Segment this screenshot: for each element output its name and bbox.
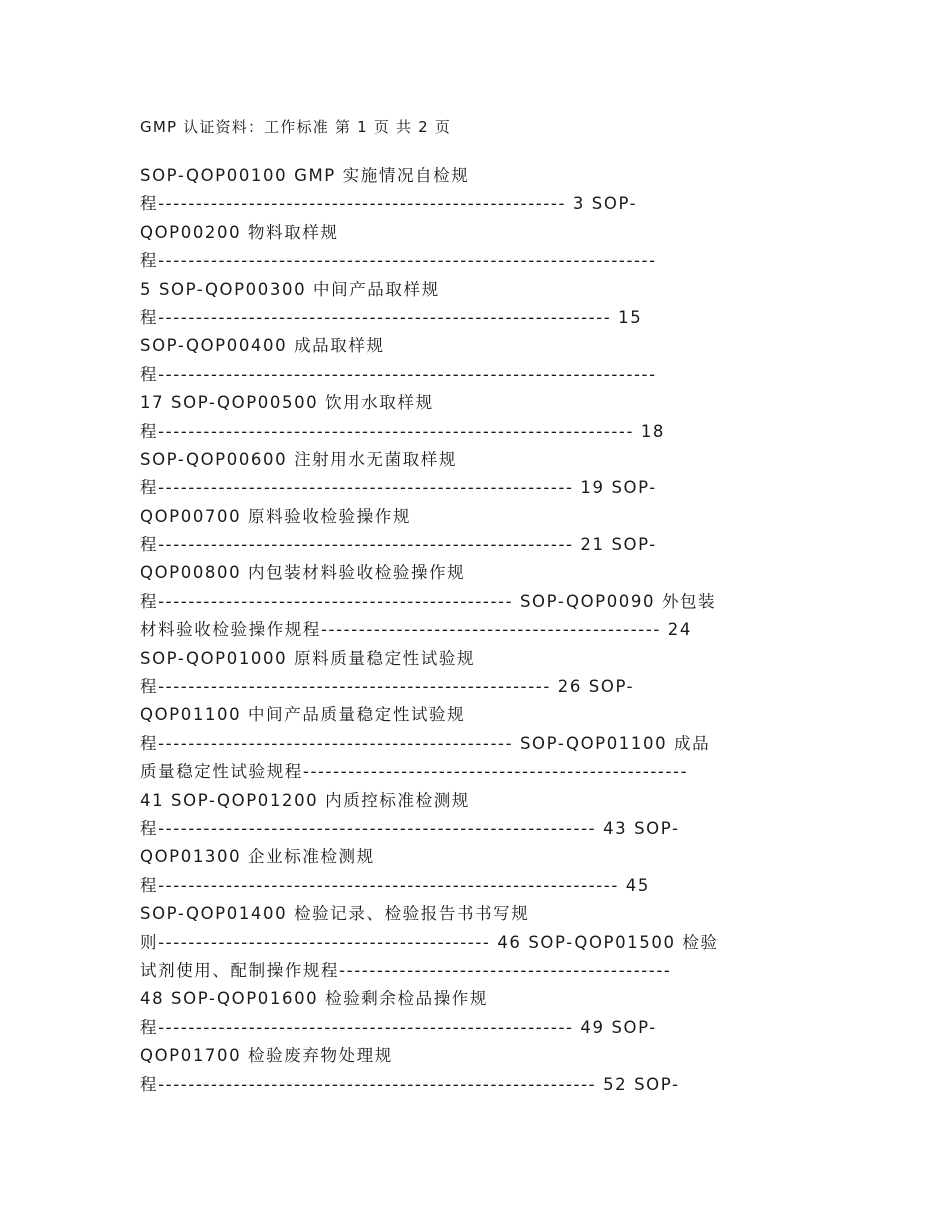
toc-line: 材料验收检验操作规程--------------------------------------------- 24 bbox=[140, 620, 692, 640]
toc-line: 程------------------------------------------------------------ 15 bbox=[140, 307, 643, 327]
toc-line: 程------------------------------------------------------- 19 SOP- bbox=[140, 478, 657, 498]
toc-line: SOP-QOP01000 原料质量稳定性试验规 bbox=[140, 648, 476, 668]
toc-line: 程------------------------------------------------------- 49 SOP- bbox=[140, 1017, 657, 1037]
toc-line: 41 SOP-QOP01200 内质控标准检测规 bbox=[140, 790, 470, 810]
toc-line: 程------------------------------------------------------- 21 SOP- bbox=[140, 535, 657, 555]
toc-line: 5 SOP-QOP00300 中间产品取样规 bbox=[140, 279, 440, 299]
page-header: GMP 认证资料：工作标准 第 1 页 共 2 页 bbox=[140, 118, 452, 136]
toc-line: 程---------------------------------------------------------- 43 SOP- bbox=[140, 818, 680, 838]
toc-line: 则-------------------------------------------- 46 SOP-QOP01500 检验 bbox=[140, 932, 719, 952]
toc-line: QOP00700 原料验收检验操作规 bbox=[140, 506, 411, 526]
toc-line: 程----------------------------------------------- SOP-QOP0090 外包装 bbox=[140, 591, 717, 611]
toc-line: 程---------------------------------------------------------- 52 SOP- bbox=[140, 1074, 680, 1094]
toc-line: QOP00800 内包装材料验收检验操作规 bbox=[140, 563, 466, 583]
toc-line: SOP-QOP00600 注射用水无菌取样规 bbox=[140, 449, 457, 469]
toc-line: 试剂使用、配制操作规程-------------------------------------------- bbox=[140, 960, 672, 980]
toc-line: 程------------------------------------------------------------------ bbox=[140, 364, 657, 384]
toc-line: QOP01300 企业标准检测规 bbox=[140, 847, 375, 867]
toc-line: QOP01100 中间产品质量稳定性试验规 bbox=[140, 705, 466, 725]
toc-line: 程------------------------------------------------------------- 45 bbox=[140, 875, 650, 895]
toc-line: 程----------------------------------------------- SOP-QOP01100 成品 bbox=[140, 733, 711, 753]
toc-line: SOP-QOP00400 成品取样规 bbox=[140, 336, 385, 356]
toc-line: 程------------------------------------------------------------------ bbox=[140, 251, 657, 271]
toc-line: 程------------------------------------------------------ 3 SOP- bbox=[140, 194, 638, 214]
toc-line: SOP-QOP00100 GMP 实施情况自检规 bbox=[140, 166, 470, 185]
table-of-contents bbox=[140, 162, 820, 1099]
toc-line: 17 SOP-QOP00500 饮用水取样规 bbox=[140, 393, 434, 413]
toc-line: QOP01700 检验废弃物处理规 bbox=[140, 1046, 393, 1066]
toc-line: 程---------------------------------------------------- 26 SOP- bbox=[140, 677, 635, 697]
toc-line: QOP00200 物料取样规 bbox=[140, 222, 339, 242]
toc-line: 质量稳定性试验规程--------------------------------------------------- bbox=[140, 762, 689, 782]
toc-line: 程--------------------------------------------------------------- 18 bbox=[140, 421, 666, 441]
toc-line: 48 SOP-QOP01600 检验剩余检品操作规 bbox=[140, 989, 489, 1009]
toc-line: SOP-QOP01400 检验记录、检验报告书书写规 bbox=[140, 904, 530, 924]
